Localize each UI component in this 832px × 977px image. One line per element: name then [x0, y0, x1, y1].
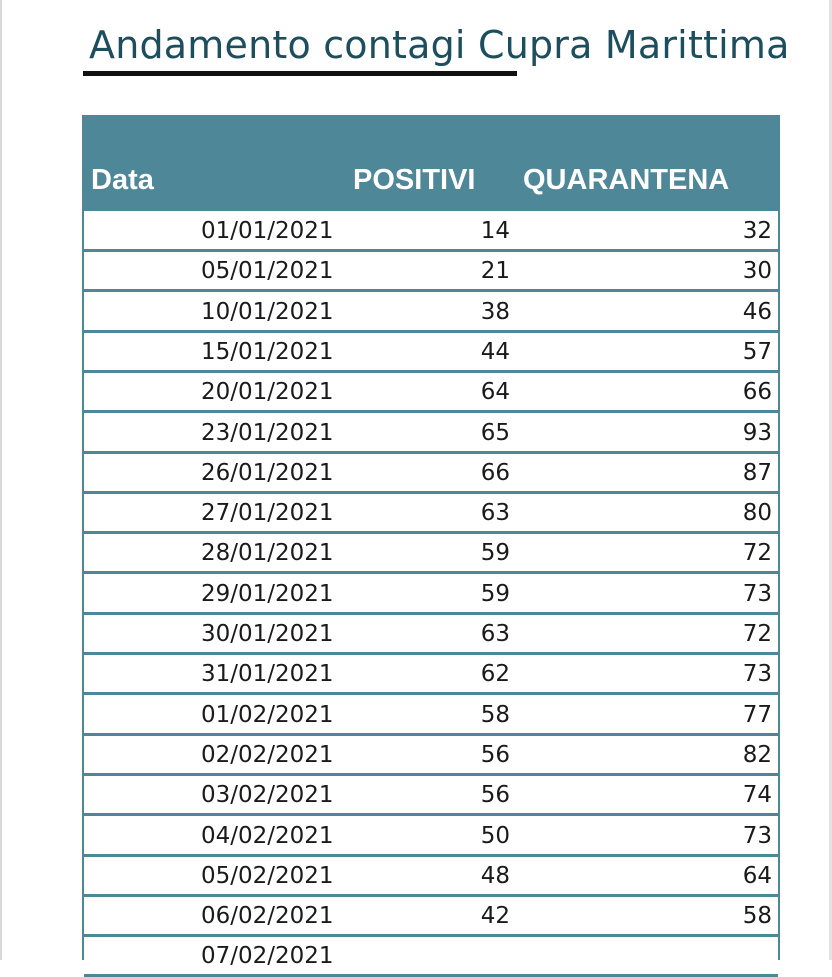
- table-row: [84, 735, 778, 776]
- cell-quarantena: 87: [742, 459, 772, 486]
- cell-data: 30/01/2021: [201, 621, 334, 647]
- table-row: [84, 574, 778, 615]
- cell-data: 01/01/2021: [201, 218, 334, 244]
- cell-positivi: 44: [480, 338, 510, 365]
- cell-quarantena: 80: [742, 500, 772, 527]
- cell-positivi: 66: [480, 459, 510, 486]
- cell-data: 05/01/2021: [201, 258, 334, 285]
- table-header: [84, 115, 778, 211]
- cell-positivi: 64: [480, 379, 510, 406]
- header-quarantena: QUARANTENA: [523, 164, 730, 196]
- cell-positivi: 14: [480, 218, 510, 244]
- cell-quarantena: 64: [742, 862, 772, 889]
- cell-data: 03/02/2021: [201, 782, 334, 809]
- cell-positivi: 21: [480, 258, 510, 285]
- header-data: Data: [91, 164, 154, 196]
- cell-quarantena: 73: [742, 822, 772, 849]
- cell-positivi: 56: [480, 782, 510, 809]
- cell-data: 26/01/2021: [201, 459, 334, 486]
- cell-data: 31/01/2021: [201, 661, 334, 688]
- cell-positivi: 59: [480, 540, 510, 567]
- table-row: [84, 332, 778, 373]
- cell-data: 06/02/2021: [201, 903, 334, 930]
- cell-positivi: 63: [480, 621, 510, 647]
- cell-data: 28/01/2021: [201, 540, 334, 567]
- cell-quarantena: 74: [742, 782, 772, 809]
- table-row: [84, 775, 778, 816]
- cell-data: 27/01/2021: [201, 500, 334, 527]
- table-row: [84, 251, 778, 292]
- cell-positivi: 65: [480, 419, 510, 446]
- cell-positivi: 50: [480, 822, 510, 849]
- cell-data: 23/01/2021: [201, 419, 334, 446]
- table-row: [84, 211, 778, 252]
- cell-data: 01/02/2021: [201, 701, 334, 728]
- page-title: Andamento contagi Cupra Marittima: [89, 23, 790, 67]
- cell-quarantena: 73: [742, 580, 772, 607]
- table-row: [84, 654, 778, 695]
- cell-data: 02/02/2021: [201, 741, 334, 768]
- table-row: [84, 816, 778, 857]
- table-row: [84, 695, 778, 736]
- cell-quarantena: 82: [742, 741, 772, 768]
- cell-data: 15/01/2021: [201, 338, 334, 365]
- cell-data: 05/02/2021: [201, 862, 334, 889]
- table-row: [84, 936, 778, 977]
- cell-quarantena: 58: [742, 903, 772, 930]
- table-row: [84, 292, 778, 333]
- table-row: [84, 372, 778, 413]
- cell-quarantena: 46: [742, 298, 772, 325]
- cell-quarantena: 73: [742, 661, 772, 688]
- data-table: [82, 115, 780, 970]
- cell-data: 20/01/2021: [201, 379, 334, 406]
- cell-positivi: 56: [480, 741, 510, 768]
- title-underline: [83, 71, 517, 76]
- cell-positivi: 63: [480, 500, 510, 527]
- cell-positivi: 48: [480, 862, 510, 889]
- cell-quarantena: 57: [742, 338, 772, 365]
- cell-positivi: 38: [480, 298, 510, 325]
- cell-positivi: 59: [480, 580, 510, 607]
- table-row: [84, 896, 778, 937]
- cell-data: 07/02/2021: [201, 943, 334, 970]
- table-row: [84, 533, 778, 574]
- cell-data: 04/02/2021: [201, 822, 334, 849]
- header-positivi: POSITIVI: [353, 164, 476, 196]
- cell-quarantena: 93: [742, 419, 772, 446]
- cell-positivi: 58: [480, 701, 510, 728]
- table-row: [84, 493, 778, 534]
- cell-positivi: 62: [480, 661, 510, 688]
- cell-positivi: 42: [480, 903, 510, 930]
- cell-quarantena: 72: [742, 540, 772, 567]
- page-edge-left: [0, 0, 2, 960]
- table-row: [84, 453, 778, 494]
- cell-data: 10/01/2021: [201, 298, 334, 325]
- cell-data: 29/01/2021: [201, 580, 334, 607]
- table-row: [84, 856, 778, 897]
- cell-quarantena: 72: [742, 621, 772, 647]
- cell-quarantena: 30: [742, 258, 772, 285]
- cell-quarantena: 32: [742, 218, 772, 244]
- cell-quarantena: 77: [742, 701, 772, 728]
- table-row: [84, 614, 778, 655]
- table-row: [84, 413, 778, 454]
- cell-quarantena: 66: [742, 379, 772, 406]
